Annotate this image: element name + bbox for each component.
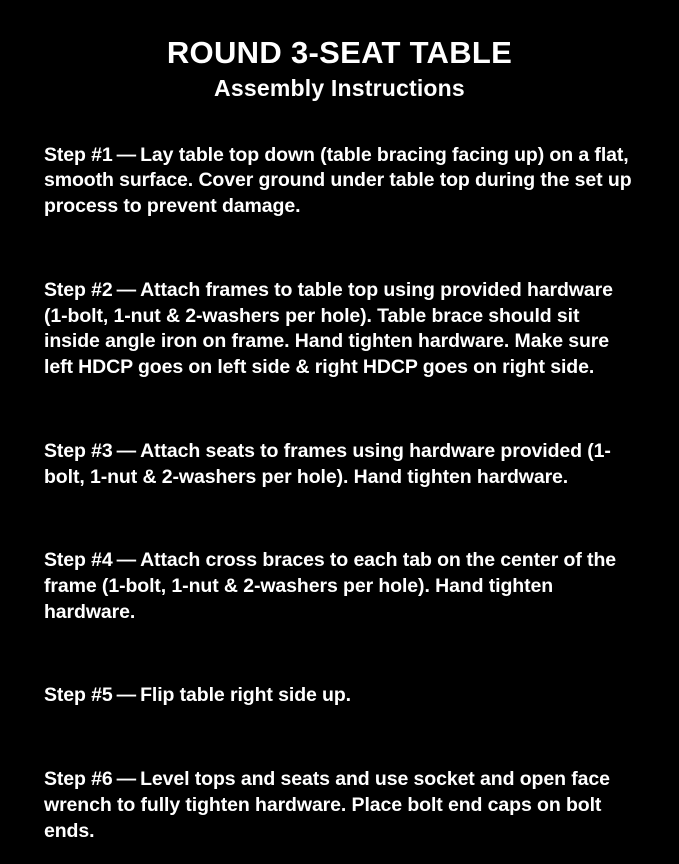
step-dash: — [116,143,137,166]
step-dash: — [116,278,137,301]
step-text: Flip table right side up. [140,684,352,707]
step-label: Step #6 [44,768,113,791]
page-subtitle: Assembly Instructions [214,74,465,101]
step-dash: — [116,549,137,572]
step-label: Step #2 [44,278,113,301]
step-label: Step #4 [44,549,113,572]
step-label: Step #5 [44,684,113,707]
step-label: Step #1 [44,143,113,166]
page-title: ROUND 3-SEAT TABLE [166,35,513,70]
step-label: Step #3 [44,439,113,462]
step-text: Lay table top down (table bracing facing up) on a flat, smooth surface. Cover ground under table top during the set up process to prevent damage. [44,143,632,218]
step-item [44,278,635,381]
step-item [44,548,635,625]
step-text: Attach seats to frames using hardware provided (1-bolt, 1-nut & 2-washers per hole). Hand tighten hardware. [44,439,611,488]
step-item [44,439,635,490]
step-text: Attach cross braces to each tab on the center of the frame (1-bolt, 1-nut & 2-washers per hole). Hand tighten hardware. [44,549,616,623]
step-dash: — [116,684,137,707]
step-dash: — [116,439,137,462]
step-item [44,683,635,709]
step-item [44,143,635,220]
step-dash: — [116,768,137,791]
steps-list [44,123,635,864]
step-text: Level tops and seats and use socket and open face wrench to fully tighten hardware. Place bolt end caps on bolt ends. [44,768,610,842]
step-item [44,767,635,844]
step-text: Attach frames to table top using provided hardware (1-bolt, 1-nut & 2-washers per hole). Table brace should sit inside angle iron on frame. Hand tighten hardware. Make sure left HDCP goes on left side & right HDCP goes on right side. [44,278,613,379]
